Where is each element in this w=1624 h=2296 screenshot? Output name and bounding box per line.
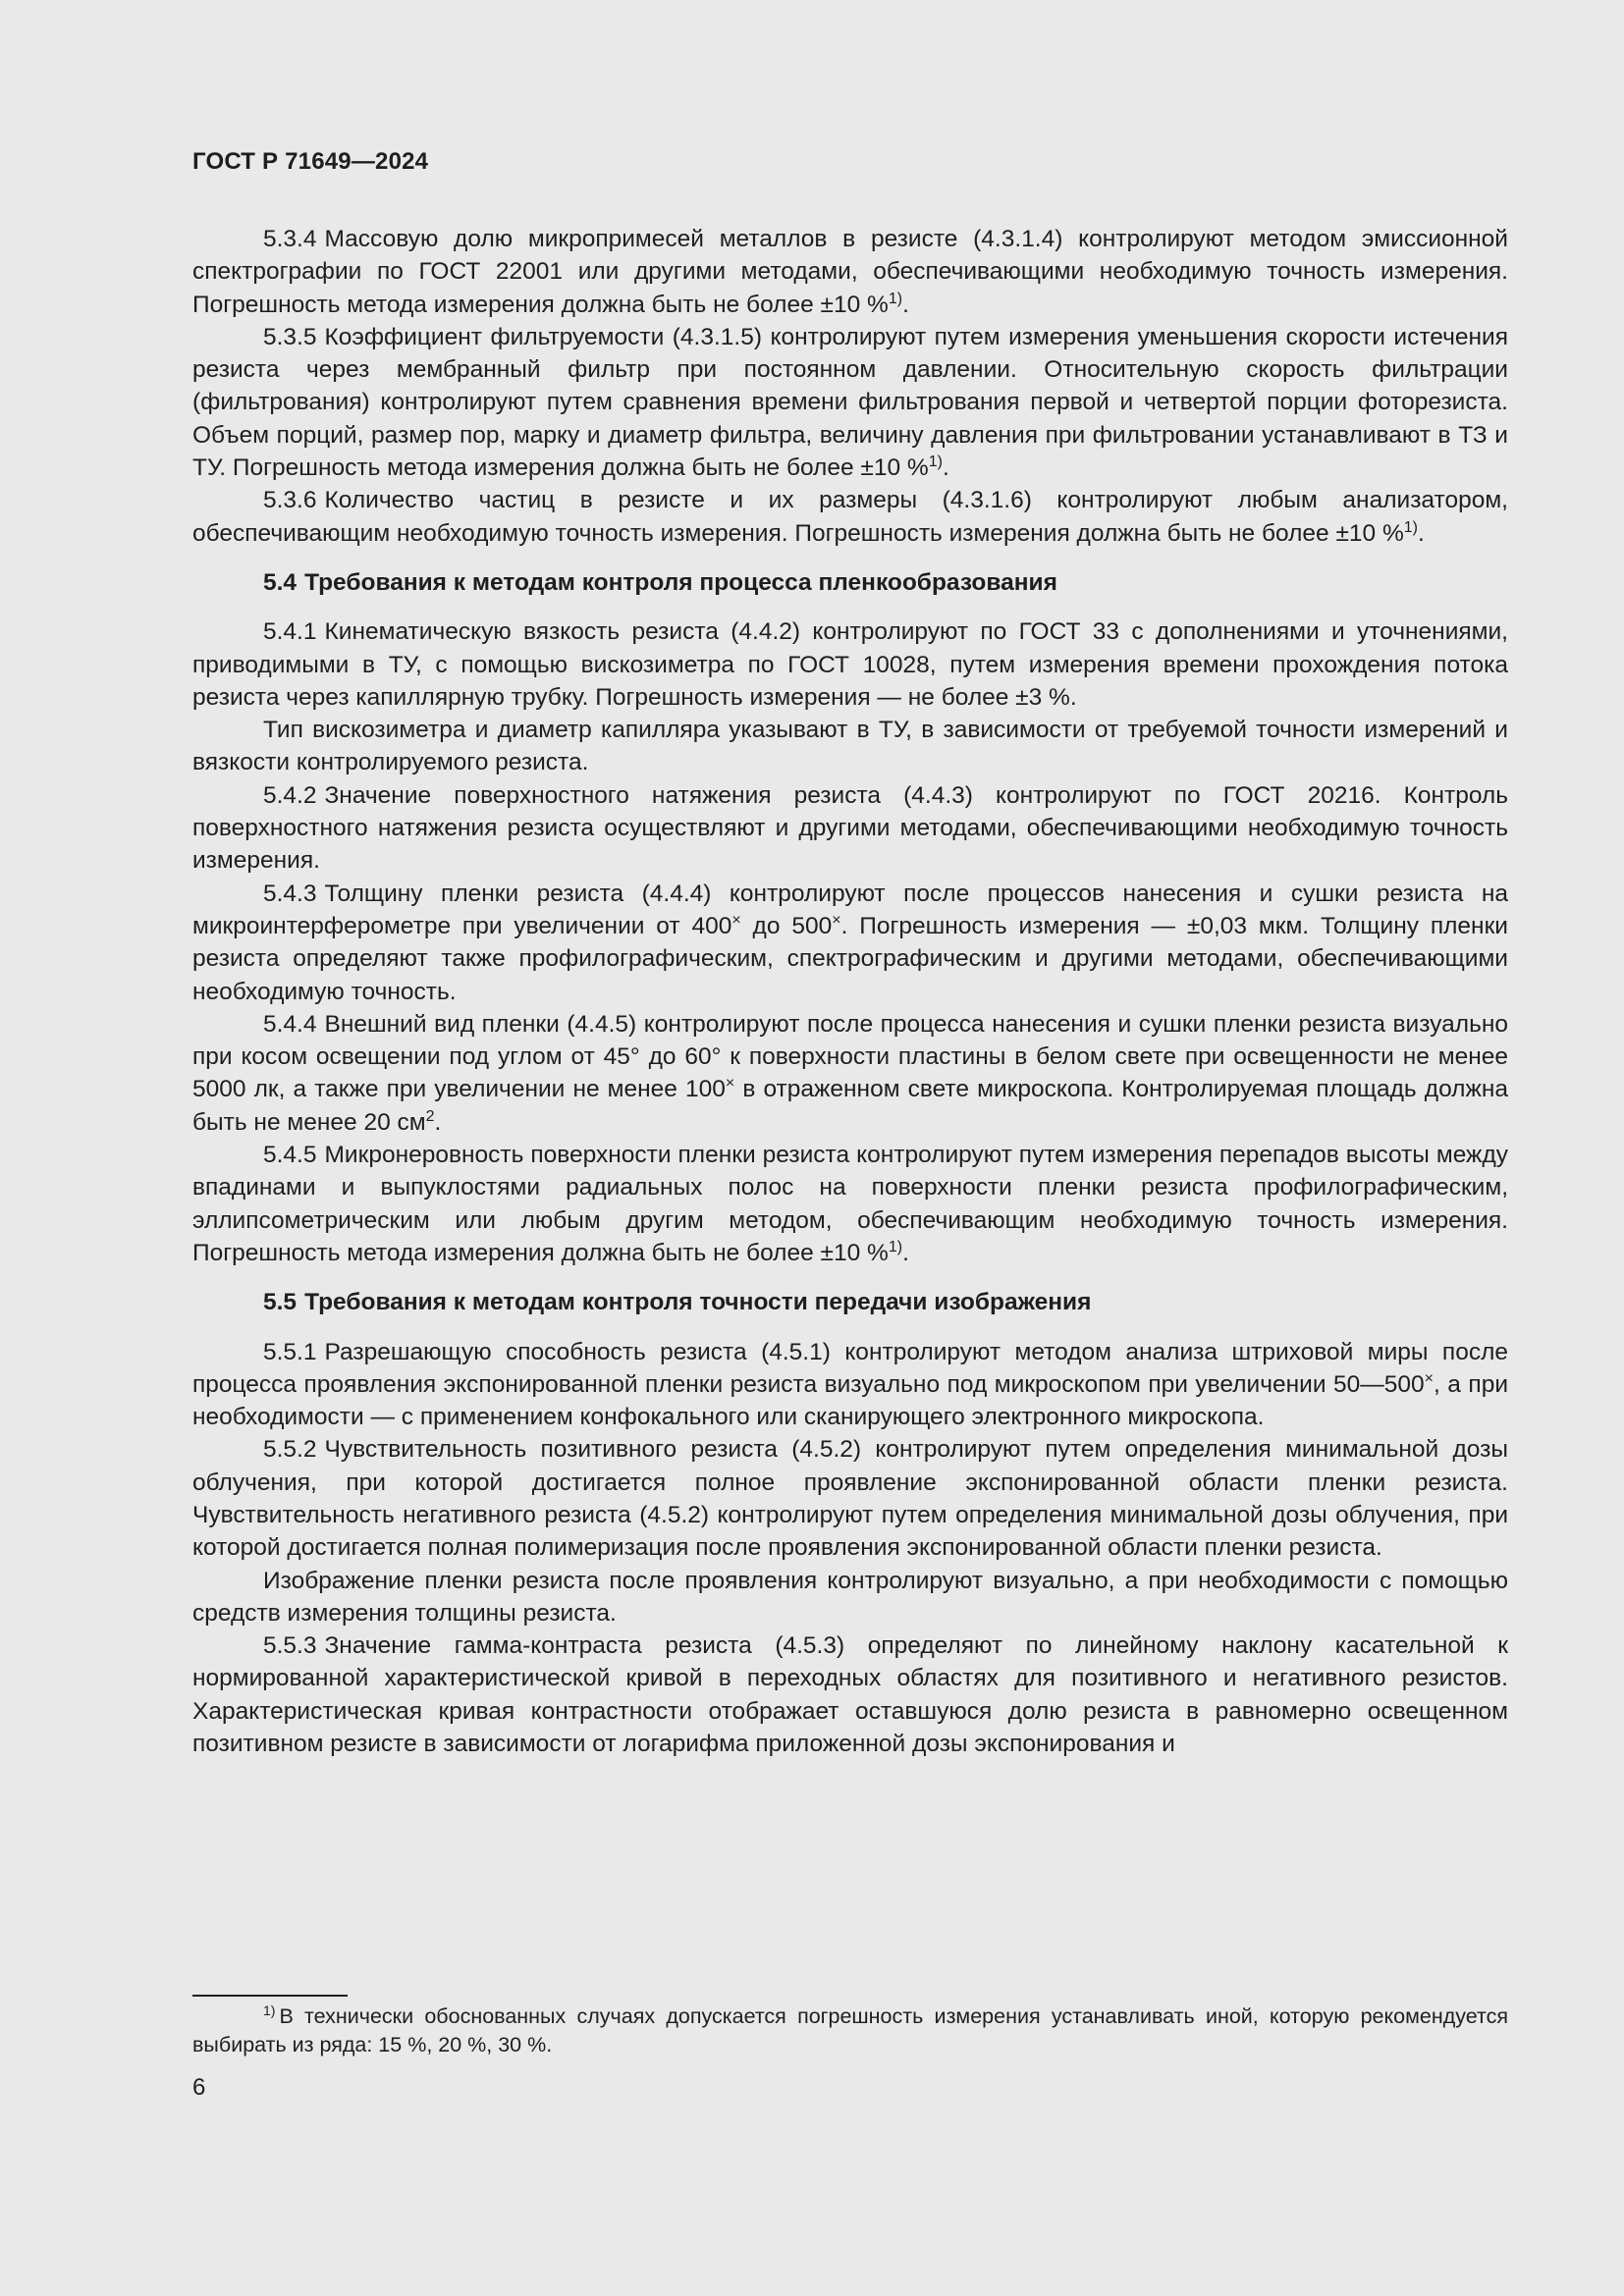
footnote-ref: 1) — [888, 290, 903, 307]
magnification-mark: × — [731, 911, 741, 929]
clause-number: 5.4.1 — [263, 618, 317, 646]
footnote-ref: 1) — [928, 454, 943, 471]
section-title: Требования к методам контроля процесса пленкообразования — [304, 568, 1057, 596]
clause-number: 5.3.6 — [263, 487, 317, 514]
paragraph-5-5-3 — [192, 1629, 1508, 1760]
clause-end: . — [434, 1108, 442, 1136]
section-number: 5.4 — [263, 568, 298, 596]
footnote-ref: 1) — [1403, 518, 1418, 536]
footnote-separator — [192, 1995, 348, 1997]
clause-number: 5.4.3 — [263, 880, 317, 907]
clause-text: Изображение пленки резиста после проявления контролируют визуально, а при необходимости с помощью средств измерения толщины резиста. — [192, 1567, 1508, 1627]
document-code-header: ГОСТ Р 71649—2024 — [192, 148, 429, 175]
clause-number: 5.5.2 — [263, 1436, 317, 1464]
paragraph-5-3-4 — [192, 223, 1508, 321]
paragraph-5-4-1-continued — [192, 714, 1508, 779]
section-title: Требования к методам контроля точности передачи изображения — [304, 1289, 1092, 1316]
paragraph-5-5-2 — [192, 1433, 1508, 1564]
clause-number: 5.3.5 — [263, 323, 317, 350]
clause-text: Массовую долю микропримесей металлов в резисте (4.3.1.4) контролируют методом эмиссионной спектрографии по ГОСТ 22001 или другими методами, обеспечивающими необходимую точность измерения. Погрешность метода измерения должна быть не более ±10 % — [192, 226, 1508, 318]
section-heading-5-5 — [192, 1286, 1508, 1318]
clause-text: Значение поверхностного натяжения резиста (4.4.3) контролируют по ГОСТ 20216. Контроль поверхностного натяжения резиста осуществляют и другими методами, обеспечивающими необходимую точность измерения. — [192, 781, 1508, 875]
paragraph-5-4-4 — [192, 1008, 1508, 1139]
clause-text: Внешний вид пленки (4.4.5) контролируют после процесса нанесения и сушки пленки резиста визуально при косом освещении под углом от 45° до 60° к поверхности пластины в белом свете при освещенности не менее 5000 лк, а также при увеличении не менее 100 — [192, 1010, 1508, 1103]
clause-text: Коэффициент фильтруемости (4.3.1.5) контролируют путем измерения уменьшения скорости истечения резиста через мембранный фильтр при постоянном давлении. Относительную скорость фильтрации (фильтрования) контролируют путем сравнения времени фильтрования первой и четвертой порции фоторезиста. Объем порций, размер пор, марку и диаметр фильтра, величину давления при фильтровании устанавливают в ТЗ и ТУ. Погрешность метода измерения должна быть не более ±10 % — [192, 323, 1508, 482]
paragraph-5-4-3 — [192, 878, 1508, 1008]
clause-number: 5.4.2 — [263, 781, 317, 809]
footnote-ref: 1) — [888, 1238, 903, 1255]
clause-number: 5.5.1 — [263, 1338, 317, 1365]
paragraph-5-5-1 — [192, 1336, 1508, 1434]
paragraph-5-4-1 — [192, 615, 1508, 714]
clause-text: , а при необходимости — с применением конфокального или сканирующего электронного микроскопа. — [192, 1370, 1509, 1431]
clause-end: . — [902, 1239, 909, 1266]
clause-end: . — [942, 454, 949, 482]
paragraph-5-3-6 — [192, 484, 1508, 550]
clause-text: Значение гамма-контраста резиста (4.5.3) определяют по линейному наклону касательной к нормированной характеристической кривой в переходных областях для позитивного и негативного резистов. Характеристическая кривая контрастности отображает оставшуюся долю резиста в равномерно освещенном позитивном резисте в зависимости от логарифма приложенной дозы экспонирования и — [192, 1632, 1508, 1758]
clause-text: Толщину пленки резиста (4.4.4) контролируют после процессов нанесения и сушки резиста на микроинтерферометре при увеличении от 400 — [192, 880, 1508, 939]
section-heading-5-4 — [192, 566, 1508, 599]
clause-number: 5.5.3 — [263, 1632, 317, 1660]
paragraph-5-4-2 — [192, 779, 1508, 878]
main-content — [192, 223, 1508, 1760]
clause-text: Тип вискозиметра и диаметр капилляра указывают в ТУ, в зависимости от требуемой точности измерений и вязкости контролируемого резиста. — [192, 717, 1508, 776]
clause-text: Количество частиц в резисте и их размеры (4.3.1.6) контролируют любым анализатором, обеспечивающим необходимую точность измерения. Погрешность измерения должна быть не более ±10 % — [192, 487, 1508, 547]
paragraph-5-3-5 — [192, 321, 1508, 484]
paragraph-5-4-5 — [192, 1139, 1508, 1269]
footnote-body: В технически обоснованных случаях допускается погрешность измерения устанавливать иной, которую рекомендуется выбирать из ряда: 15 %, 20 %, 30 %. — [192, 2004, 1508, 2056]
footnote-text — [192, 2002, 1508, 2059]
magnification-mark: × — [1424, 1369, 1434, 1387]
page-number: 6 — [192, 2074, 206, 2101]
paragraph-5-5-2-continued — [192, 1565, 1508, 1630]
clause-text: Кинематическую вязкость резиста (4.4.2) контролируют по ГОСТ 33 с дополнениями и уточнениями, приводимыми в ТУ, с помощью вискозиметра по ГОСТ 10028, путем измерения времени прохождения потока резиста через капиллярную трубку. Погрешность измерения — не более ±3 %. — [192, 618, 1508, 711]
square-exponent: 2 — [425, 1107, 435, 1125]
magnification-mark: × — [725, 1075, 735, 1093]
magnification-mark: × — [832, 911, 841, 929]
clause-number: 5.3.4 — [263, 226, 317, 252]
clause-number: 5.4.4 — [263, 1010, 317, 1038]
clause-text: в отраженном свете микроскопа. Контролируемая площадь должна быть не менее 20 см — [192, 1076, 1508, 1136]
clause-text: . Погрешность измерения — ±0,03 мкм. Толщину пленки резиста определяют также профилографическим, спектрографическим и другими методами, обеспечивающими необходимую точность. — [192, 912, 1508, 1005]
clause-text: Чувствительность позитивного резиста (4.5.2) контролируют путем определения минимальной дозы облучения, при которой достигается полное проявление экспонированной области пленки резиста. Чувствительность негативного резиста (4.5.2) контролируют путем определения минимальной дозы облучения, при которой достигается полная полимеризация после проявления экспонированной области пленки резиста. — [192, 1436, 1508, 1562]
footnote-mark: 1) — [263, 2002, 276, 2018]
clause-end: . — [1417, 519, 1425, 547]
clause-number: 5.4.5 — [263, 1142, 317, 1169]
clause-text: до 500 — [740, 912, 833, 939]
footnote — [192, 2002, 1508, 2059]
clause-text: Микронеровность поверхности пленки резиста контролируют путем измерения перепадов высоты между впадинами и выпуклостями радиальных полос на поверхности пленки резиста профилографическим, эллипсометрическим или любым другим методом, обеспечивающим необходимую точность измерения. Погрешность метода измерения должна быть не более ±10 % — [192, 1142, 1508, 1266]
section-number: 5.5 — [263, 1289, 298, 1316]
clause-text: Разрешающую способность резиста (4.5.1) контролируют методом анализа штриховой миры после процесса проявления экспонированной пленки резиста визуально под микроскопом при увеличении 50—500 — [192, 1338, 1508, 1398]
clause-end: . — [902, 291, 909, 318]
